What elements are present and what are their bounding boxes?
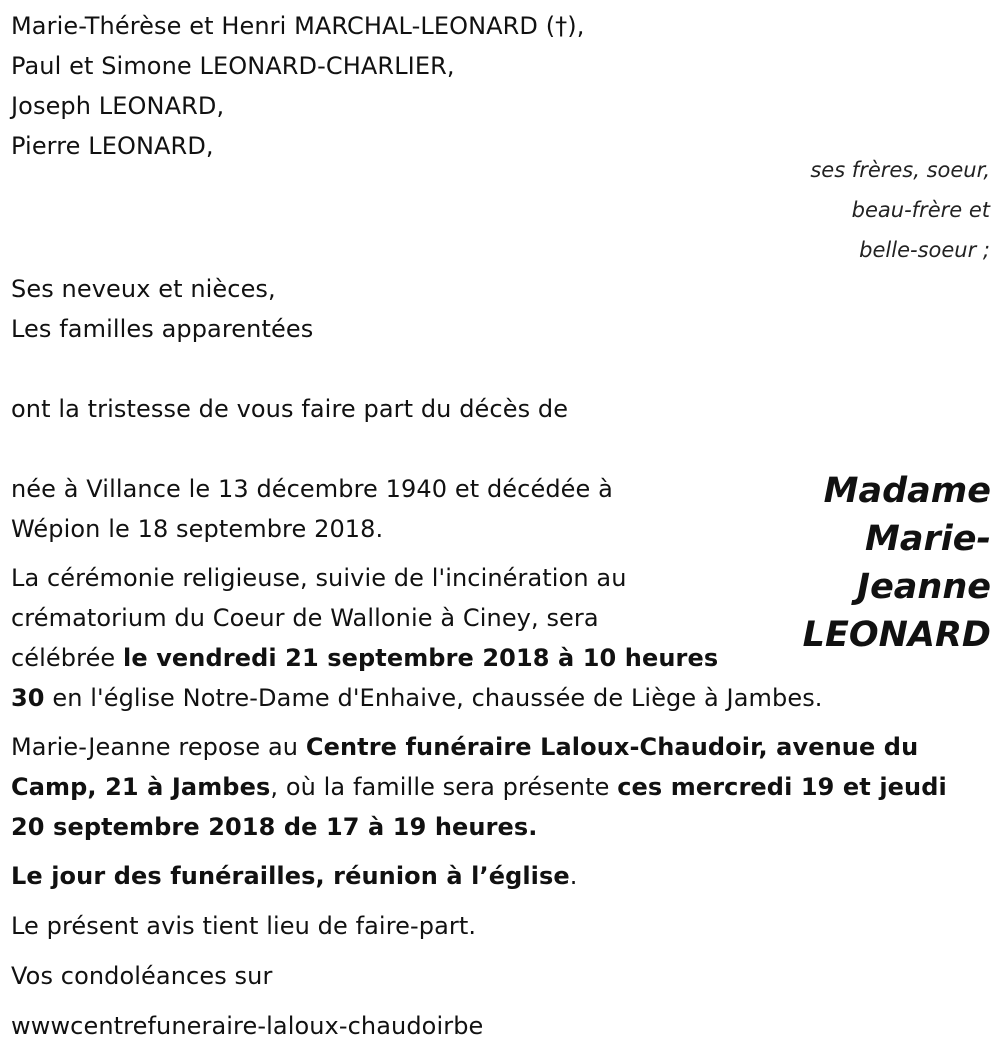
birth-line-1: née à Villance le 13 décembre 1940 et décédée à <box>11 475 613 503</box>
relation-block <box>810 150 990 270</box>
repose-line-3 <box>11 807 538 847</box>
deceased-name <box>803 467 991 659</box>
ceremony-line-3-plain: célébrée <box>11 644 124 672</box>
others-line-2: Les familles apparentées <box>11 315 314 343</box>
condolences-website: wwwcentrefuneraire-laloux-chaudoirbe <box>11 1012 484 1040</box>
ceremony-time-end: 30 <box>11 684 45 712</box>
ceremony-line-2: crématorium du Coeur de Wallonie à Ciney, sera <box>11 604 599 632</box>
funeral-day <box>11 856 578 896</box>
repose-address: Camp, 21 à Jambes <box>11 773 271 801</box>
ceremony-line-1: La cérémonie religieuse, suivie de l'incinération au <box>11 564 627 592</box>
ceremony-location: en l'église Notre-Dame d'Enhaive, chaussée de Liège à Jambes. <box>44 684 823 712</box>
repose-family: , où la famille sera présente <box>270 773 618 801</box>
ceremony-date: le vendredi 21 septembre 2018 à 10 heures <box>123 644 719 672</box>
family-line-3: Joseph LEONARD, <box>11 92 225 120</box>
funeral-day-bold: Le jour des funérailles, réunion à l’église <box>11 862 570 890</box>
relation-line-1: ses frères, soeur, <box>810 158 990 182</box>
funeral-day-period: . <box>569 862 578 890</box>
repose-intro: Marie-Jeanne repose au <box>11 733 306 761</box>
repose-days: ces mercredi 19 et jeudi <box>617 773 947 801</box>
announcement: ont la tristesse de vous faire part du décès de <box>11 395 569 423</box>
ceremony-line-3 <box>11 638 718 678</box>
family-line-1: Marie-Thérèse et Henri MARCHAL-LEONARD (†), <box>11 12 585 40</box>
family-line-2: Paul et Simone LEONARD-CHARLIER, <box>11 52 455 80</box>
repose-line-2 <box>11 767 947 807</box>
relation-line-2: beau-frère et <box>851 198 990 222</box>
deceased-line-1: Madame <box>823 471 991 511</box>
ceremony-line-4 <box>11 678 823 718</box>
repose-place: Centre funéraire Laloux-Chaudoir, avenue du <box>305 733 919 761</box>
relation-line-3: belle-soeur ; <box>859 238 990 262</box>
deceased-line-2: Marie- <box>865 519 991 559</box>
repose-hours: 20 septembre 2018 de 17 à 19 heures. <box>11 813 538 841</box>
deceased-line-4: LEONARD <box>802 615 991 655</box>
notice: Le présent avis tient lieu de faire-part. <box>11 912 477 940</box>
condolences-label: Vos condoléances sur <box>11 962 273 990</box>
family-line-4: Pierre LEONARD, <box>11 132 214 160</box>
deceased-line-3: Jeanne <box>857 567 991 607</box>
birth-line-2: Wépion le 18 septembre 2018. <box>11 515 384 543</box>
others-line-1: Ses neveux et nièces, <box>11 275 276 303</box>
repose-line-1 <box>11 727 918 767</box>
